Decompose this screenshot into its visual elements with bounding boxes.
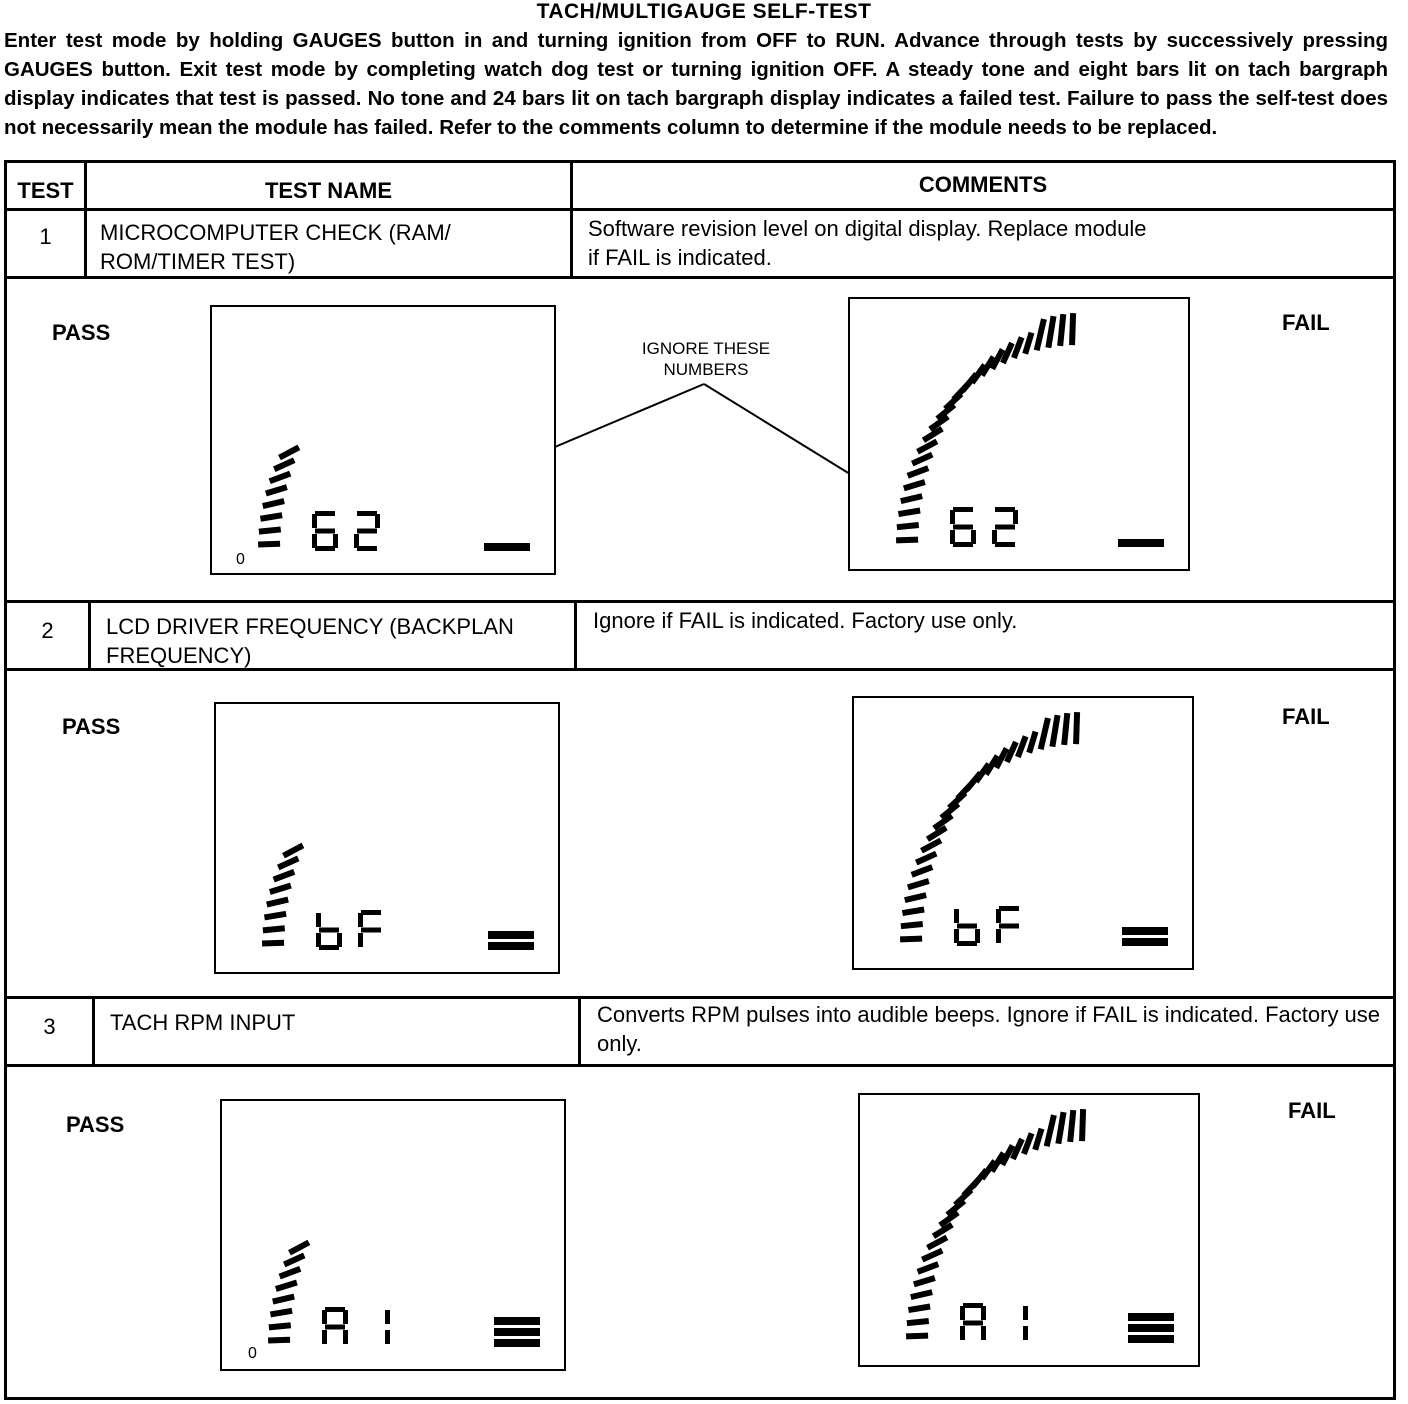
lcd-graphic bbox=[212, 307, 554, 573]
tach-bar bbox=[1067, 1110, 1076, 1142]
tach-bar bbox=[1069, 313, 1076, 345]
lcd-digit-segment bbox=[992, 530, 997, 544]
tach-bar bbox=[900, 493, 923, 504]
divider bbox=[4, 996, 1396, 999]
lcd-digit-segment bbox=[361, 910, 381, 915]
lcd-digit-segment bbox=[316, 933, 321, 947]
indicator-bar bbox=[494, 1339, 540, 1347]
test-comment: Ignore if FAIL is indicated. Factory use only. bbox=[593, 608, 1018, 633]
lcd-digit-segment bbox=[954, 909, 959, 923]
tach-bar bbox=[897, 522, 919, 530]
lcd-digit-segment bbox=[957, 941, 977, 946]
lcd-digit-segment bbox=[953, 525, 973, 530]
lcd-digit-segment bbox=[960, 1326, 965, 1340]
indicator-bar bbox=[488, 942, 534, 950]
lcd-digit-segment bbox=[953, 507, 973, 512]
lcd-digit-segment bbox=[999, 906, 1019, 911]
tach-bar bbox=[900, 936, 922, 943]
tach-bar bbox=[917, 1261, 940, 1274]
test-comment: Software revision level on digital display. Replace module if FAIL is indicated. bbox=[588, 216, 1147, 270]
lcd-graphic bbox=[860, 1095, 1198, 1365]
tach-bar bbox=[282, 843, 304, 859]
lcd-digit-segment bbox=[995, 507, 1015, 512]
fail-label: FAIL bbox=[1282, 704, 1330, 729]
indicator-bar bbox=[1128, 1335, 1174, 1343]
pass-label: PASS bbox=[52, 320, 111, 345]
tach-bar bbox=[268, 1337, 290, 1344]
tach-bar bbox=[915, 851, 938, 866]
tach-bar bbox=[1044, 1114, 1057, 1147]
lcd-digit-segment bbox=[333, 534, 338, 548]
lcd-digit-segment bbox=[995, 542, 1015, 547]
tach-bar bbox=[911, 864, 934, 877]
indicator-bar bbox=[1118, 539, 1164, 547]
lcd-digit-segment bbox=[354, 534, 359, 548]
lcd-digit-segment bbox=[996, 929, 1001, 943]
callout-line: IGNORE THESE bbox=[641, 339, 771, 358]
lcd-graphic bbox=[216, 704, 558, 972]
lcd-display-fail-1 bbox=[848, 297, 1190, 571]
indicator-bar bbox=[1128, 1324, 1174, 1332]
tach-bar bbox=[901, 921, 923, 929]
intro-paragraph: Enter test mode by holding GAUGES button in and turning ignition from OFF to RUN. Advance through tests by successively pressing GAUGES button. Exit test mode by completing watch dog test or turning ignition OFF. A steady tone and eight bars lit on tach bargraph display indicates that test is passed. No tone and 24 bars lit on tach bargraph display indicates a failed test. Failure to pass the self-test does not necessarily mean the module has failed. Refer to the comments column to determine if the module needs to be replaced. bbox=[4, 29, 1388, 139]
divider bbox=[574, 600, 577, 670]
lcd-digit-segment bbox=[358, 933, 363, 947]
indicator-bar bbox=[494, 1328, 540, 1336]
tach-bar bbox=[258, 541, 280, 548]
lcd-display-pass-3 bbox=[220, 1099, 566, 1371]
divider bbox=[4, 1064, 1396, 1067]
tach-bar bbox=[1022, 332, 1034, 355]
tach-bar bbox=[1057, 314, 1066, 346]
tach-bar bbox=[275, 1280, 298, 1292]
lcd-graphic bbox=[854, 698, 1192, 968]
ignore-numbers-callout bbox=[606, 338, 806, 380]
lcd-digit-segment bbox=[999, 924, 1019, 929]
lcd-digit-segment bbox=[357, 511, 377, 516]
lcd-digit-segment bbox=[357, 529, 377, 534]
lcd-digit-segment bbox=[996, 909, 1001, 923]
tach-bar bbox=[269, 471, 292, 484]
tach-bar bbox=[277, 856, 300, 871]
tach-bar bbox=[921, 1248, 944, 1263]
lcd-digit-segment bbox=[981, 1306, 986, 1320]
pass-label: PASS bbox=[66, 1112, 125, 1137]
lcd-digit-segment bbox=[322, 1310, 327, 1324]
lcd-digit-segment bbox=[315, 546, 335, 551]
lcd-display-fail-2 bbox=[852, 696, 1194, 970]
lcd-digit-segment bbox=[319, 945, 339, 950]
tach-bar bbox=[264, 911, 287, 921]
tach-bar bbox=[903, 479, 926, 491]
tach-bar bbox=[283, 1253, 306, 1268]
lcd-digit-segment bbox=[385, 1330, 390, 1344]
test-name: LCD DRIVER FREQUENCY (BACKPLAN FREQUENCY) bbox=[106, 614, 514, 668]
lcd-digit-segment bbox=[315, 511, 335, 516]
tach-bar bbox=[907, 465, 930, 478]
lcd-digit-segment bbox=[950, 530, 955, 544]
lcd-digit-segment bbox=[981, 1326, 986, 1340]
tach-bar bbox=[262, 498, 285, 509]
tach-bar bbox=[1032, 1128, 1044, 1151]
test-number: 1 bbox=[39, 224, 52, 249]
callout-line: NUMBERS bbox=[663, 360, 749, 379]
lcd-digit-segment bbox=[316, 913, 321, 927]
fail-label: FAIL bbox=[1288, 1098, 1336, 1123]
divider bbox=[4, 208, 1396, 211]
pass-label: PASS bbox=[62, 714, 121, 739]
lcd-digit-segment bbox=[385, 1310, 390, 1324]
indicator-bar bbox=[488, 931, 534, 939]
lcd-digit-segment bbox=[325, 1307, 345, 1312]
tach-bar bbox=[1061, 713, 1070, 745]
tach-bar bbox=[262, 940, 284, 947]
lcd-digit-segment bbox=[357, 546, 377, 551]
indicator-bar bbox=[494, 1317, 540, 1325]
tach-bar bbox=[260, 512, 283, 522]
lcd-digit-segment bbox=[315, 529, 335, 534]
indicator-bar bbox=[1122, 938, 1168, 946]
tach-bar bbox=[913, 1275, 936, 1287]
tach-bar bbox=[269, 1322, 291, 1330]
tach-bar bbox=[279, 1266, 302, 1279]
tach-bar bbox=[288, 1240, 310, 1256]
lcd-digit-segment bbox=[971, 530, 976, 544]
tach-bar bbox=[265, 484, 288, 496]
lcd-digit-segment bbox=[1023, 1326, 1028, 1340]
indicator-bar bbox=[1128, 1313, 1174, 1321]
lcd-digit-segment bbox=[337, 933, 342, 947]
tach-bar bbox=[910, 1289, 933, 1300]
tach-bar bbox=[273, 457, 296, 472]
test-comment: Converts RPM pulses into audible beeps. Ignore if FAIL is indicated. Factory use only. bbox=[597, 1002, 1381, 1056]
header-test-name: TEST NAME bbox=[264, 178, 393, 203]
divider bbox=[92, 996, 95, 1066]
lcd-digit-segment bbox=[950, 510, 955, 524]
lcd-graphic bbox=[850, 299, 1188, 569]
tach-bar bbox=[273, 869, 296, 882]
lcd-display-pass-1 bbox=[210, 305, 556, 575]
tach-bar bbox=[906, 1333, 928, 1340]
lcd-digit-segment bbox=[995, 525, 1015, 530]
lcd-digit-segment bbox=[322, 1330, 327, 1344]
tach-bar bbox=[911, 452, 934, 467]
tach-bar bbox=[902, 907, 925, 917]
lcd-digit-segment bbox=[312, 514, 317, 528]
indicator-bar bbox=[1122, 927, 1168, 935]
lcd-digit-segment bbox=[963, 1321, 983, 1326]
tach-bar bbox=[272, 1294, 295, 1305]
tach-bar bbox=[907, 1318, 929, 1326]
tach-bar bbox=[898, 508, 921, 518]
tach-bar bbox=[266, 897, 289, 908]
header-test: TEST bbox=[17, 178, 74, 203]
page-title: TACH/MULTIGAUGE SELF-TEST bbox=[536, 0, 872, 23]
tach-bar bbox=[259, 526, 281, 534]
lcd-digit-segment bbox=[343, 1310, 348, 1324]
divider bbox=[4, 600, 1396, 603]
tach-bar bbox=[904, 892, 927, 903]
tach-bar bbox=[1079, 1109, 1086, 1141]
lcd-digit-segment bbox=[375, 514, 380, 528]
lcd-digit-segment bbox=[343, 1330, 348, 1344]
header-comments: COMMENTS bbox=[918, 172, 1048, 197]
tach-bar bbox=[1073, 712, 1080, 744]
lcd-digit-segment bbox=[361, 928, 381, 933]
tach-bar bbox=[1034, 318, 1047, 351]
lcd-digit-segment bbox=[319, 928, 339, 933]
lcd-digit-segment bbox=[325, 1325, 345, 1330]
zero-label: 0 bbox=[236, 551, 245, 568]
lcd-digit-segment bbox=[312, 534, 317, 548]
tach-bar bbox=[896, 537, 918, 544]
lcd-graphic bbox=[222, 1101, 564, 1369]
test-number: 2 bbox=[41, 618, 54, 643]
divider bbox=[4, 276, 1396, 279]
lcd-digit-segment bbox=[960, 1306, 965, 1320]
test-name: MICROCOMPUTER CHECK (RAM/ ROM/TIMER TEST) bbox=[100, 220, 451, 274]
tach-bar bbox=[270, 1308, 293, 1318]
tach-bar bbox=[907, 878, 930, 890]
fail-label: FAIL bbox=[1282, 310, 1330, 335]
test-name: TACH RPM INPUT bbox=[110, 1010, 296, 1035]
tach-bar bbox=[269, 883, 292, 895]
divider bbox=[88, 600, 91, 670]
lcd-digit-segment bbox=[954, 929, 959, 943]
divider bbox=[578, 996, 581, 1066]
lcd-digit-segment bbox=[957, 924, 977, 929]
lcd-digit-segment bbox=[358, 913, 363, 927]
tach-bar bbox=[263, 925, 285, 933]
zero-label: 0 bbox=[248, 1345, 257, 1362]
lcd-digit-segment bbox=[963, 1303, 983, 1308]
lcd-display-fail-3 bbox=[858, 1093, 1200, 1367]
tach-bar bbox=[1045, 316, 1056, 349]
lcd-digit-segment bbox=[953, 542, 973, 547]
test-number: 3 bbox=[43, 1014, 56, 1039]
tach-bar bbox=[278, 445, 300, 461]
tach-bar bbox=[1038, 717, 1051, 750]
tach-bar bbox=[1026, 731, 1038, 754]
lcd-digit-segment bbox=[975, 929, 980, 943]
tach-bar bbox=[908, 1304, 931, 1314]
tach-bar bbox=[1055, 1112, 1066, 1145]
lcd-digit-segment bbox=[1013, 510, 1018, 524]
lcd-digit-segment bbox=[1023, 1306, 1028, 1320]
tach-bar bbox=[1049, 715, 1060, 748]
indicator-bar bbox=[484, 543, 530, 551]
lcd-display-pass-2 bbox=[214, 702, 560, 974]
